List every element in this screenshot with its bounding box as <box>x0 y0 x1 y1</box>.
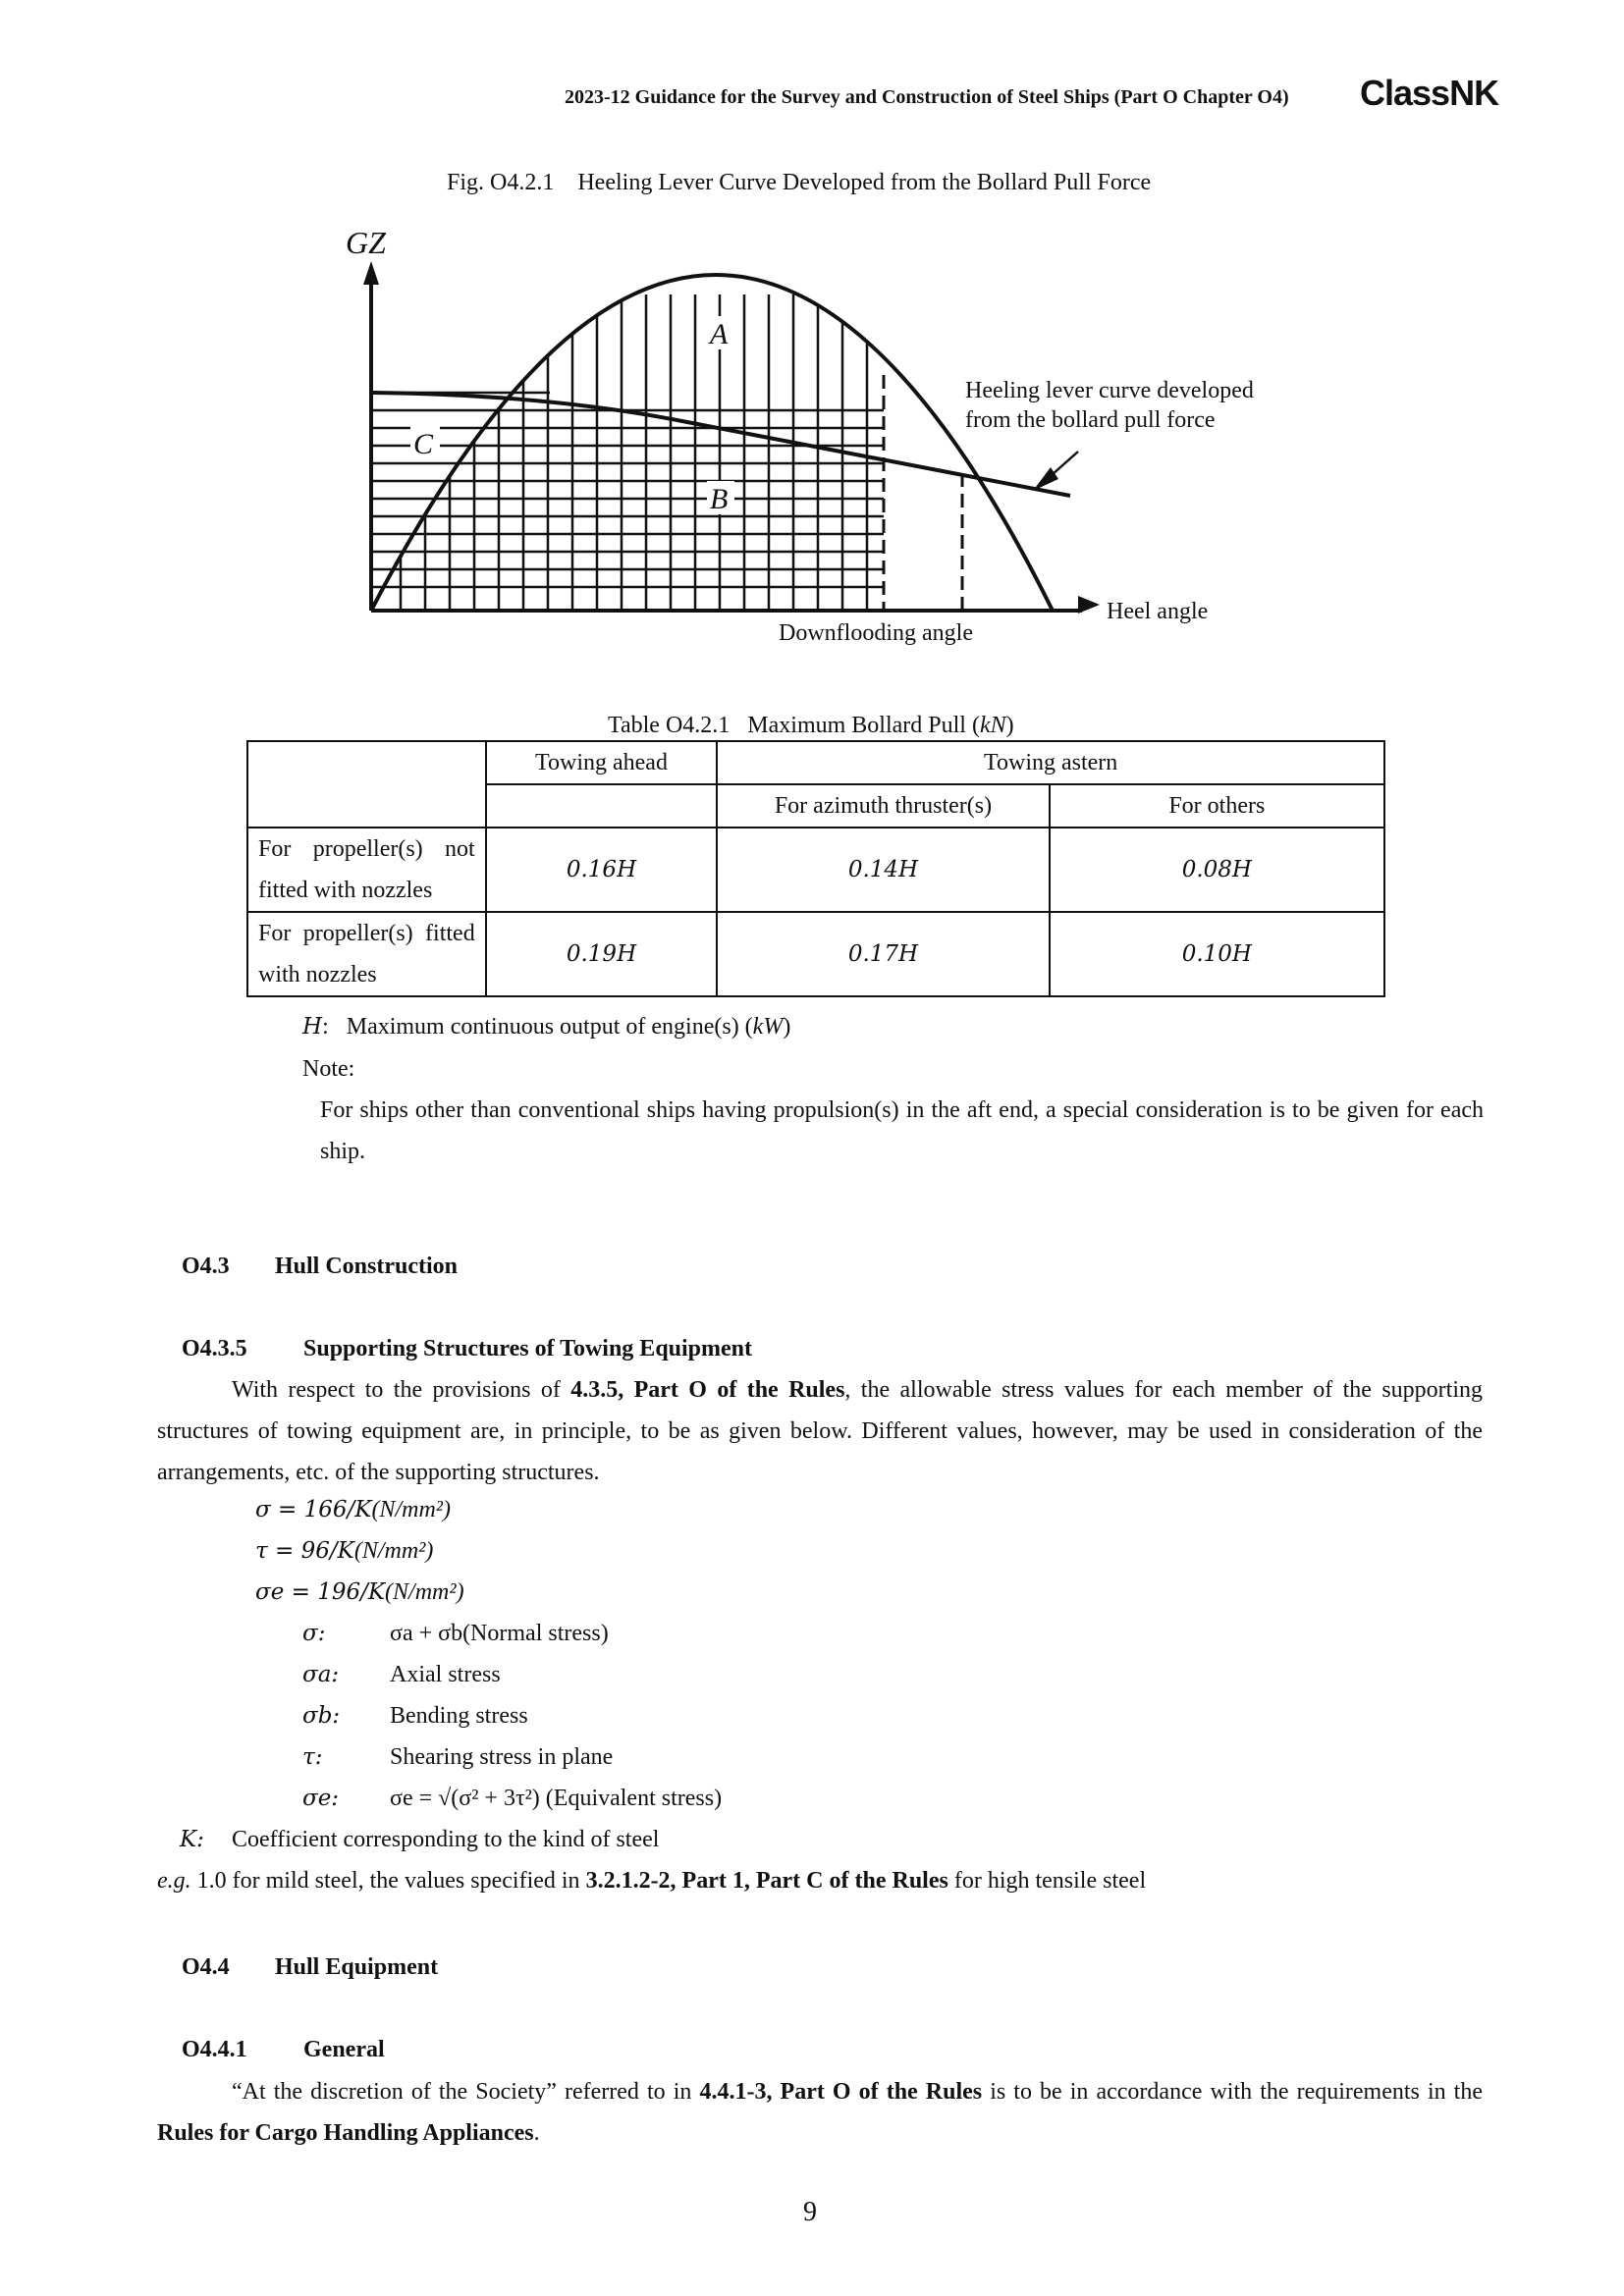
section-number: O4.4 <box>182 1954 230 1980</box>
formula-sigma: σ = 166/K(N/mm²) <box>255 1497 451 1522</box>
cell-azimuth: 0.14H <box>717 828 1049 912</box>
formula-sigma-e: σe = 196/K(N/mm²) <box>255 1579 464 1605</box>
heeling-label-line1: Heeling lever curve developed <box>965 378 1254 403</box>
formula-tau: τ = 96/K(N/mm²) <box>255 1538 434 1564</box>
col-towing-ahead: Towing ahead <box>486 741 718 784</box>
k-symbol: K: <box>180 1827 204 1852</box>
gz-axis-arrow <box>363 261 379 285</box>
def-symbol: σb: <box>302 1703 341 1729</box>
gz-label: GZ <box>346 225 386 260</box>
section-title: Hull Equipment <box>275 1954 439 1980</box>
row-label: For propeller(s) not fitted with nozzles <box>247 828 486 912</box>
heel-axis-arrow <box>1078 596 1100 614</box>
subsection-title: General <box>303 2037 385 2062</box>
cell-others: 0.10H <box>1050 912 1384 996</box>
table-corner-cell <box>247 741 486 828</box>
section-number: O4.3 <box>182 1254 230 1279</box>
heeling-lever-figure <box>324 221 1257 653</box>
col-azimuth: For azimuth thruster(s) <box>717 784 1049 828</box>
col-others: For others <box>1050 784 1384 828</box>
cell-others: 0.08H <box>1050 828 1384 912</box>
heel-angle-label: Heel angle <box>1107 599 1209 624</box>
area-a-label: A <box>710 318 729 350</box>
bollard-pull-table <box>246 740 1385 997</box>
cell-azimuth: 0.17H <box>717 912 1049 996</box>
h-definition: H: Maximum continuous output of engine(s) (kW) <box>302 1014 791 1040</box>
def-text: Shearing stress in plane <box>390 1744 614 1770</box>
classnk-logo: ClassNK <box>1360 73 1499 113</box>
figure-caption: Fig. O4.2.1 Heeling Lever Curve Developed from the Bollard Pull Force <box>447 170 1152 195</box>
note-text: For ships other than conventional ships having propulsion(s) in the aft end, a special consideration is to be given for each ship. <box>320 1097 1484 1164</box>
def-text: Axial stress <box>390 1662 501 1687</box>
area-a-hatching <box>401 265 867 611</box>
cell-ahead: 0.19H <box>486 912 718 996</box>
subsection-number: O4.4.1 <box>182 2037 247 2062</box>
def-symbol: σe: <box>302 1786 340 1811</box>
area-b-label: B <box>710 483 729 515</box>
k-definition: Coefficient corresponding to the kind of steel <box>232 1827 660 1852</box>
table-row <box>247 828 1384 912</box>
def-symbol: σa: <box>302 1662 340 1687</box>
cell-ahead: 0.16H <box>486 828 718 912</box>
note-label: Note: <box>302 1056 355 1082</box>
col-towing-astern: Towing astern <box>717 741 1384 784</box>
def-symbol: τ: <box>302 1744 323 1770</box>
def-text: σe = √(σ² + 3τ²) (Equivalent stress) <box>390 1786 723 1811</box>
section-title: Hull Construction <box>275 1254 459 1279</box>
subsection-number: O4.3.5 <box>182 1336 247 1362</box>
heeling-label-line2: from the bollard pull force <box>965 407 1216 433</box>
def-symbol: σ: <box>302 1621 326 1646</box>
table-row <box>247 912 1384 996</box>
paragraph-o435: With respect to the provisions of 4.3.5, Part O of the Rules, the allowable stress values for each member of the supporting structures of towing equipment are, in principle, to be as given below. Different values, however, may be used in consideration of the arrangements, etc. of the supporting structures. <box>157 1377 1483 1485</box>
subsection-title: Supporting Structures of Towing Equipment <box>303 1336 753 1362</box>
downflooding-label: Downflooding angle <box>779 620 973 646</box>
running-header: 2023-12 Guidance for the Survey and Construction of Steel Ships (Part O Chapter O4) <box>565 86 1289 108</box>
table-caption: Table O4.2.1 Maximum Bollard Pull (kN) <box>608 713 1014 738</box>
def-text: σa + σb(Normal stress) <box>390 1621 609 1646</box>
eg-line: e.g. 1.0 for mild steel, the values specified in 3.2.1.2-2, Part 1, Part C of the Rules for high tensile steel <box>157 1868 1147 1894</box>
page-number: 9 <box>803 2197 817 2227</box>
def-text: Bending stress <box>390 1703 528 1729</box>
area-c-label: C <box>413 428 434 460</box>
paragraph-o441: “At the discretion of the Society” referred to in 4.4.1-3, Part O of the Rules is to be in accordance with the requirements in the Rules for Cargo Handling Appliances. <box>157 2079 1483 2146</box>
area-c-hatching <box>371 393 884 587</box>
blank-subheader <box>486 784 718 828</box>
row-label: For propeller(s) fitted with nozzles <box>247 912 486 996</box>
